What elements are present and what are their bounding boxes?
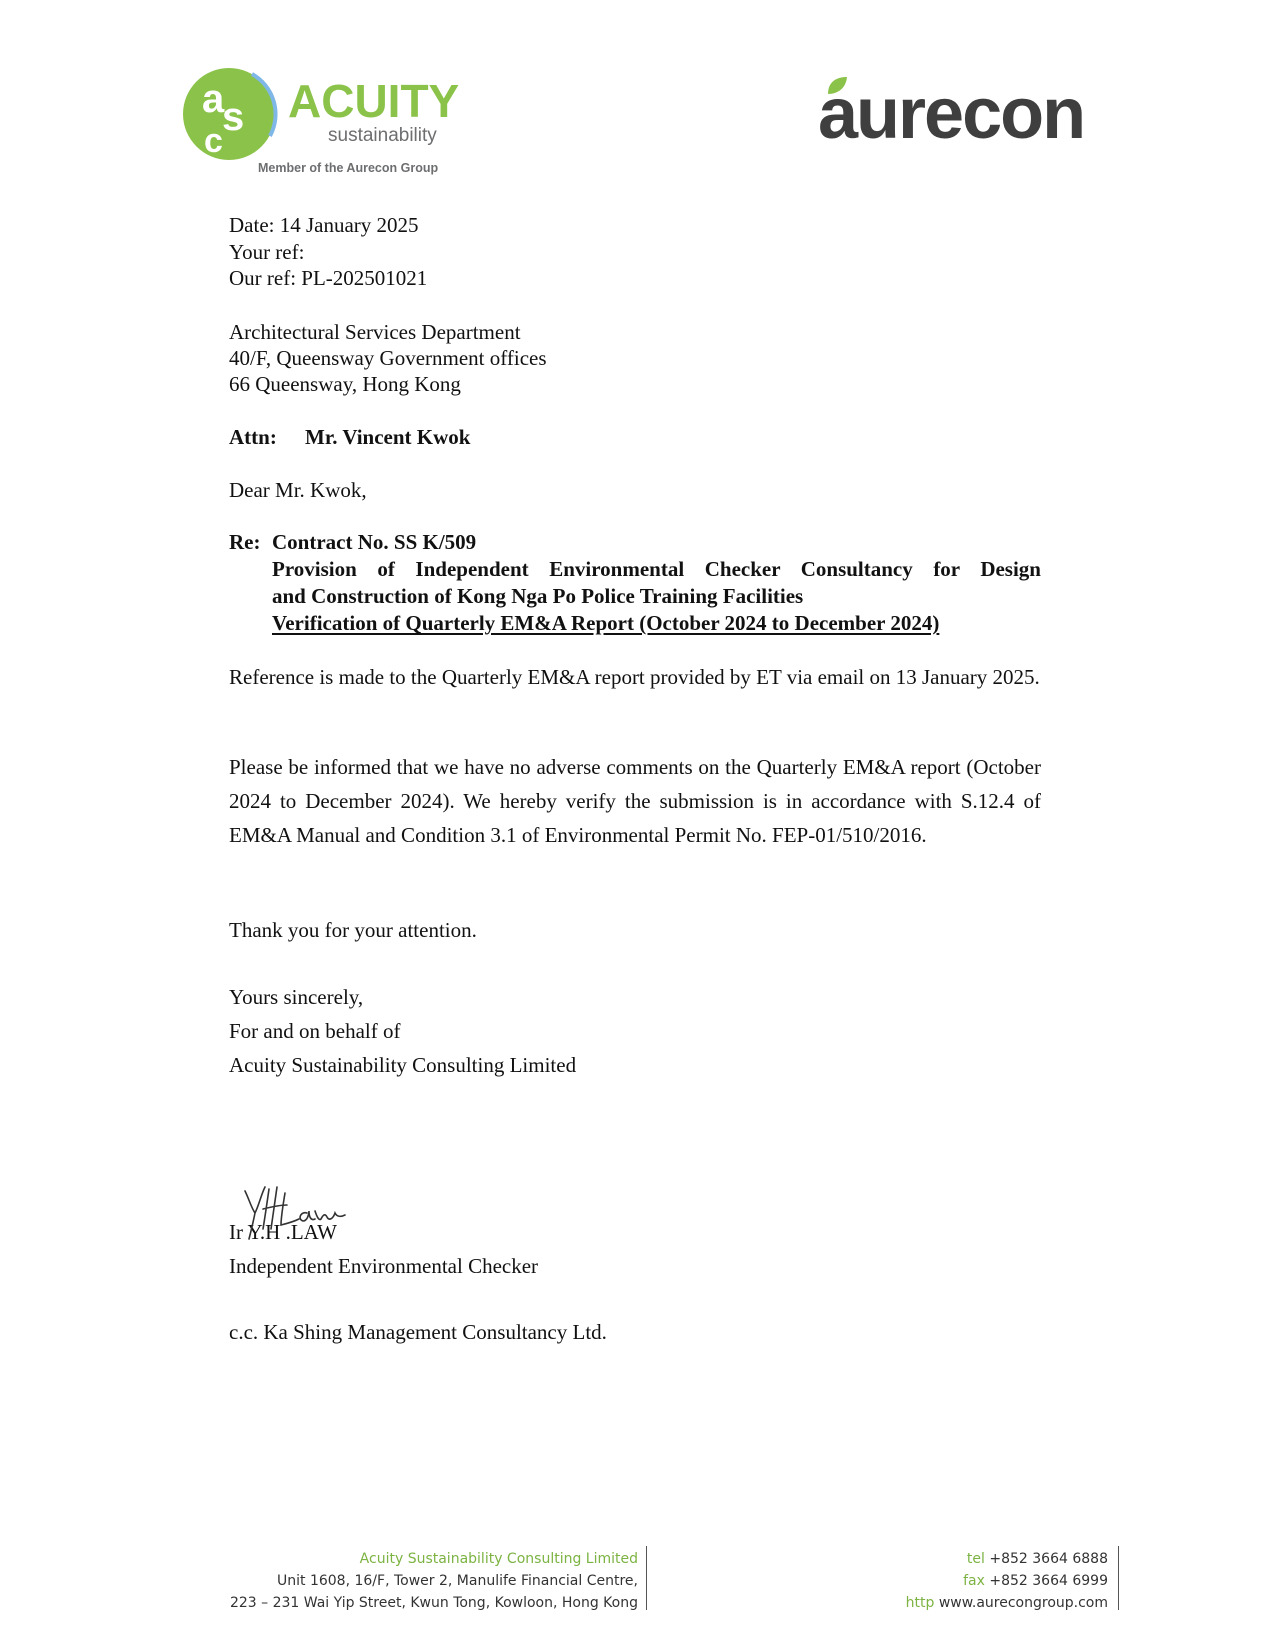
cc-line: c.c. Ka Shing Management Consultancy Ltd. bbox=[229, 1320, 607, 1344]
footer-address-line-1: Unit 1608, 16/F, Tower 2, Manulife Financial Centre, bbox=[277, 1573, 638, 1589]
re-contract-no: Contract No. SS K/509 bbox=[272, 530, 477, 554]
re-verification-line: Verification of Quarterly EM&A Report (October 2024 to December 2024) bbox=[272, 611, 940, 635]
re-title-line-1: Provision of Independent Environmental Checker Consultancy for Design bbox=[272, 557, 1041, 581]
signer-name: Ir Y.H .LAW bbox=[229, 1220, 337, 1244]
aurecon-wordmark: aurecon bbox=[818, 74, 1085, 154]
addressee-line-2: 40/F, Queensway Government offices bbox=[229, 346, 547, 370]
footer-web bbox=[906, 1592, 1108, 1614]
your-ref: Your ref: bbox=[229, 240, 305, 264]
footer-fax bbox=[906, 1570, 1108, 1592]
acuity-monogram-icon bbox=[182, 66, 282, 162]
closing-sincerely: Yours sincerely, bbox=[229, 985, 364, 1009]
paragraph-reference: Reference is made to the Quarterly EM&A report provided by ET via email on 13 January 2025. bbox=[229, 665, 1040, 689]
svg-text:a: a bbox=[202, 77, 225, 121]
attn-name: Mr. Vincent Kwok bbox=[305, 425, 471, 449]
footer-company: Acuity Sustainability Consulting Limited bbox=[359, 1551, 638, 1567]
footer-tel bbox=[906, 1548, 1108, 1570]
addressee-line-1: Architectural Services Department bbox=[229, 320, 521, 344]
handwritten-signature bbox=[241, 1183, 351, 1243]
re-label: Re: bbox=[229, 530, 261, 554]
footer-contact bbox=[906, 1548, 1108, 1614]
svg-text:c: c bbox=[204, 122, 223, 160]
signer-title: Independent Environmental Checker bbox=[229, 1254, 539, 1278]
closing-on-behalf: For and on behalf of bbox=[229, 1019, 401, 1043]
paragraph-verification: Please be informed that we have no adverse comments on the Quarterly EM&A report (October 2024 to December 2024). We hereby verify the submission is in accordance with S.12.4 of EM&A Manual and Condition 3.1 of Environmental Permit No. FEP-01/510/2016. bbox=[229, 755, 1041, 847]
acuity-tagline: sustainability bbox=[328, 125, 437, 146]
our-ref: Our ref: PL-202501021 bbox=[229, 266, 428, 290]
web-link[interactable]: www.aurecongroup.com bbox=[938, 1595, 1108, 1611]
attn-label: Attn: bbox=[229, 425, 277, 449]
fax-label: fax bbox=[963, 1573, 985, 1589]
addressee-line-3: 66 Queensway, Hong Kong bbox=[229, 372, 461, 396]
acuity-wordmark: ACUITY bbox=[288, 75, 460, 127]
footer-divider-right bbox=[1118, 1546, 1119, 1610]
fax-number: +852 3664 6999 bbox=[989, 1573, 1108, 1589]
tel-number: +852 3664 6888 bbox=[989, 1551, 1108, 1567]
letter-date: Date: 14 January 2025 bbox=[229, 213, 419, 237]
closing-company: Acuity Sustainability Consulting Limited bbox=[229, 1053, 577, 1077]
thanks-line: Thank you for your attention. bbox=[229, 918, 477, 942]
salutation: Dear Mr. Kwok, bbox=[229, 478, 367, 502]
footer-address bbox=[230, 1548, 638, 1614]
re-title-line-2: and Construction of Kong Nga Po Police Training Facilities bbox=[272, 584, 804, 608]
footer-address-line-2: 223 – 231 Wai Yip Street, Kwun Tong, Kowloon, Hong Kong bbox=[229, 1595, 638, 1611]
tel-label: tel bbox=[966, 1551, 985, 1567]
footer-divider-left bbox=[646, 1546, 647, 1610]
svg-text:s: s bbox=[222, 95, 245, 139]
acuity-member-text: Member of the Aurecon Group bbox=[258, 161, 439, 175]
web-label: http bbox=[905, 1595, 935, 1611]
